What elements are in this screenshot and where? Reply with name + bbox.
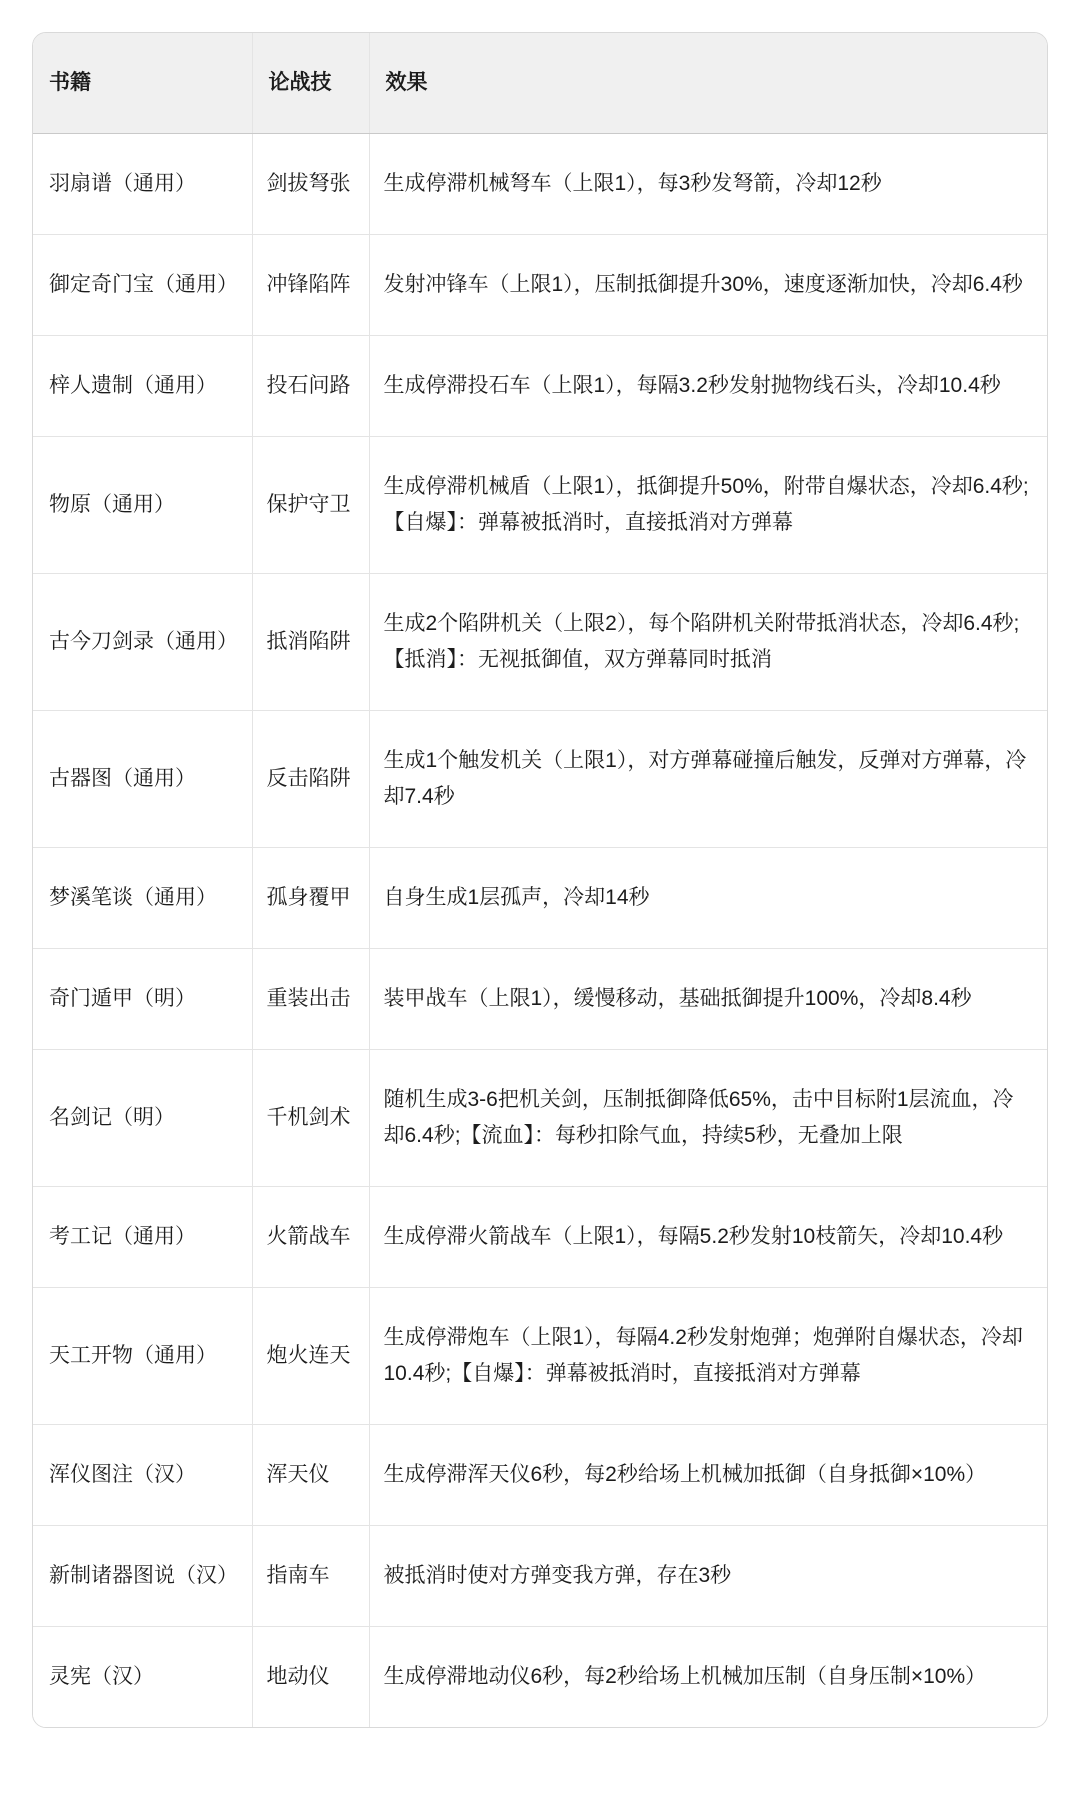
effect-cell: 发射冲锋车（上限1），压制抵御提升30%，速度逐渐加快，冷却6.4秒 (369, 235, 1047, 336)
book-cell: 奇门遁甲（明） (33, 949, 252, 1050)
table-body (33, 134, 1047, 1728)
effect-cell: 生成停滞投石车（上限1），每隔3.2秒发射抛物线石头，冷却10.4秒 (369, 336, 1047, 437)
effect-cell: 自身生成1层孤声，冷却14秒 (369, 848, 1047, 949)
effect-cell: 被抵消时使对方弹变我方弹，存在3秒 (369, 1526, 1047, 1627)
skill-cell: 冲锋陷阵 (252, 235, 369, 336)
effect-cell: 生成停滞浑天仪6秒，每2秒给场上机械加抵御（自身抵御×10%） (369, 1425, 1047, 1526)
column-header-book: 书籍 (33, 33, 252, 134)
table-row (33, 235, 1047, 336)
skill-cell: 孤身覆甲 (252, 848, 369, 949)
skill-cell: 炮火连天 (252, 1288, 369, 1425)
table-row (33, 1050, 1047, 1187)
skill-cell: 浑天仪 (252, 1425, 369, 1526)
skill-cell: 抵消陷阱 (252, 574, 369, 711)
skill-cell: 千机剑术 (252, 1050, 369, 1187)
skill-cell: 保护守卫 (252, 437, 369, 574)
table-row (33, 1425, 1047, 1526)
effect-cell: 生成1个触发机关（上限1），对方弹幕碰撞后触发，反弹对方弹幕，冷却7.4秒 (369, 711, 1047, 848)
effect-cell: 生成停滞机械盾（上限1），抵御提升50%，附带自爆状态，冷却6.4秒;【自爆】：弹幕被抵消时，直接抵消对方弹幕 (369, 437, 1047, 574)
table-row (33, 711, 1047, 848)
table-row (33, 949, 1047, 1050)
book-cell: 羽扇谱（通用） (33, 134, 252, 235)
effect-cell: 生成停滞炮车（上限1），每隔4.2秒发射炮弹；炮弹附自爆状态，冷却10.4秒;【自爆】：弹幕被抵消时，直接抵消对方弹幕 (369, 1288, 1047, 1425)
book-cell: 御定奇门宝（通用） (33, 235, 252, 336)
effect-cell: 生成停滞火箭战车（上限1），每隔5.2秒发射10枝箭矢，冷却10.4秒 (369, 1187, 1047, 1288)
table-row (33, 848, 1047, 949)
skills-table-card (32, 32, 1048, 1728)
table-row (33, 1288, 1047, 1425)
column-header-skill: 论战技 (252, 33, 369, 134)
book-cell: 天工开物（通用） (33, 1288, 252, 1425)
effect-cell: 生成2个陷阱机关（上限2），每个陷阱机关附带抵消状态，冷却6.4秒;【抵消】：无视抵御值，双方弹幕同时抵消 (369, 574, 1047, 711)
table-row (33, 1187, 1047, 1288)
table-row (33, 574, 1047, 711)
skill-cell: 指南车 (252, 1526, 369, 1627)
book-cell: 古器图（通用） (33, 711, 252, 848)
skill-cell: 剑拔弩张 (252, 134, 369, 235)
table-row (33, 1627, 1047, 1728)
skill-cell: 重装出击 (252, 949, 369, 1050)
table-row (33, 336, 1047, 437)
skill-cell: 地动仪 (252, 1627, 369, 1728)
table-row (33, 1526, 1047, 1627)
table-header (33, 33, 1047, 134)
book-cell: 新制诸器图说（汉） (33, 1526, 252, 1627)
skill-cell: 反击陷阱 (252, 711, 369, 848)
book-cell: 物原（通用） (33, 437, 252, 574)
book-cell: 梓人遗制（通用） (33, 336, 252, 437)
skill-cell: 火箭战车 (252, 1187, 369, 1288)
effect-cell: 生成停滞地动仪6秒，每2秒给场上机械加压制（自身压制×10%） (369, 1627, 1047, 1728)
book-cell: 考工记（通用） (33, 1187, 252, 1288)
book-cell: 梦溪笔谈（通用） (33, 848, 252, 949)
book-cell: 浑仪图注（汉） (33, 1425, 252, 1526)
header-row (33, 33, 1047, 134)
book-cell: 灵宪（汉） (33, 1627, 252, 1728)
book-skills-table (33, 33, 1047, 1727)
book-cell: 古今刀剑录（通用） (33, 574, 252, 711)
book-cell: 名剑记（明） (33, 1050, 252, 1187)
table-row (33, 134, 1047, 235)
table-row (33, 437, 1047, 574)
effect-cell: 生成停滞机械弩车（上限1），每3秒发弩箭，冷却12秒 (369, 134, 1047, 235)
column-header-effect: 效果 (369, 33, 1047, 134)
skill-cell: 投石问路 (252, 336, 369, 437)
effect-cell: 装甲战车（上限1），缓慢移动，基础抵御提升100%，冷却8.4秒 (369, 949, 1047, 1050)
effect-cell: 随机生成3-6把机关剑，压制抵御降低65%，击中目标附1层流血，冷却6.4秒;【流血】：每秒扣除气血，持续5秒，无叠加上限 (369, 1050, 1047, 1187)
